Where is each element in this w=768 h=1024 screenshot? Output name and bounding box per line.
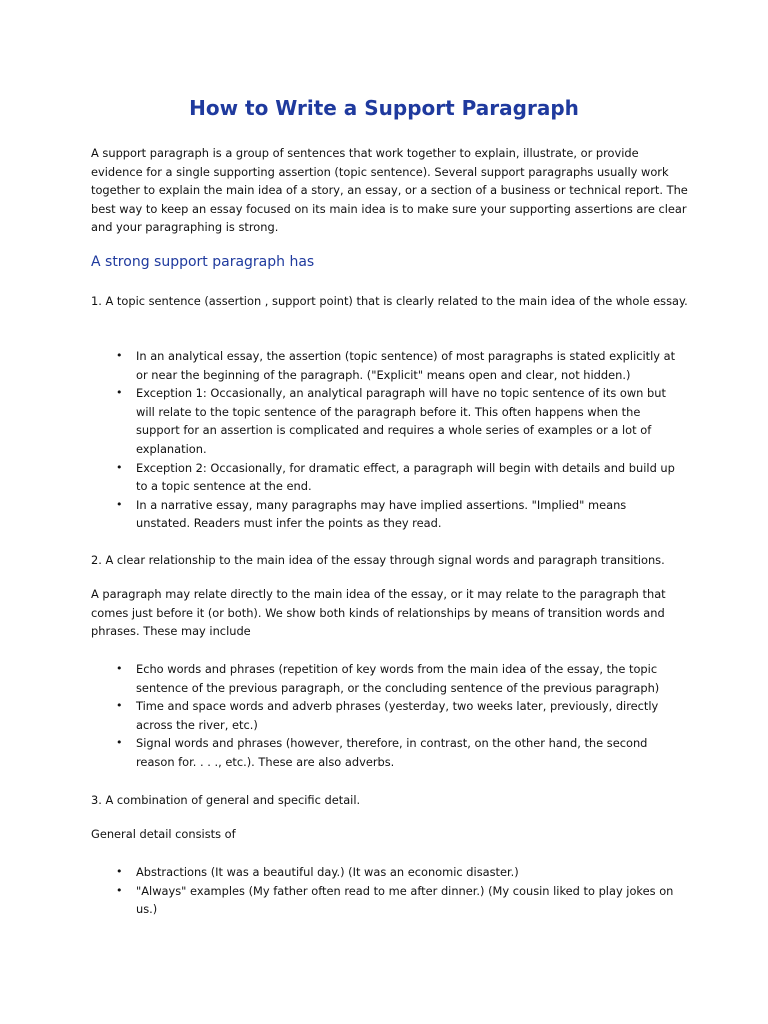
general-detail-list <box>0 863 768 919</box>
bullet-icon: • <box>116 386 123 400</box>
page-title: How to Write a Support Paragraph <box>189 96 579 120</box>
bullet-icon: • <box>116 662 123 675</box>
bullet-icon: • <box>116 865 123 878</box>
transition-list <box>0 660 768 772</box>
bullet-icon: • <box>116 349 123 362</box>
list-item <box>0 384 676 458</box>
list-item <box>0 459 676 496</box>
list-item-text: Exception 1: Occasionally, an analytical paragraph will have no topic sentence of its own but will relate to the topic sentence of the paragraph before it. This often happens when the support for an assertion is complicated and requires a whole series of examples or a lot of explanation. <box>136 386 666 456</box>
bullet-icon: • <box>116 699 123 713</box>
list-item-text: Echo words and phrases (repetition of key words from the main idea of the essay, the topic sentence of the previous paragraph, or the concluding sentence of the previous paragraph) <box>136 662 660 695</box>
general-detail-label: General detail consists of <box>91 827 236 841</box>
transition-paragraph: A paragraph may relate directly to the main idea of the essay, or it may relate to the paragraph that comes just before it (or both). We show both kinds of relationships by means of transition words and phrases. These may include <box>91 587 666 639</box>
point-2: 2. A clear relationship to the main idea of the essay through signal words and paragraph transitions. <box>91 553 665 567</box>
bullet-icon: • <box>116 460 123 474</box>
list-item <box>0 882 676 919</box>
bullet-icon: • <box>116 497 123 511</box>
list-item-text: Exception 2: Occasionally, for dramatic effect, a paragraph will begin with details and build up to a topic sentence at the end. <box>136 460 675 494</box>
list-item-text: Signal words and phrases (however, therefore, in contrast, on the other hand, the second reason for. . . ., etc.). These are also adverbs. <box>136 736 648 769</box>
list-item <box>0 863 676 882</box>
list-item-text: Time and space words and adverb phrases (yesterday, two weeks later, previously, directly across the river, etc.) <box>136 699 659 732</box>
list-item <box>0 496 676 533</box>
section-subheading: A strong support paragraph has <box>91 254 315 270</box>
point-1: 1. A topic sentence (assertion , support point) that is clearly related to the main idea of the whole essay. <box>91 294 688 308</box>
intro-paragraph: A support paragraph is a group of sentences that work together to explain, illustrate, or provide evidence for a single supporting assertion (topic sentence). Several support paragraphs usually work together to explain the main idea of a story, an essay, or a section of a business or technical report. The best way to keep an essay focused on its main idea is to make sure your supporting assertions are clear and your paragraphing is strong. <box>91 146 688 235</box>
topic-sentence-list <box>0 347 768 533</box>
bullet-icon: • <box>116 736 123 750</box>
list-item-text: In a narrative essay, many paragraphs may have implied assertions. "Implied" means unstated. Readers must infer the points as they read. <box>136 497 627 531</box>
list-item <box>0 734 676 771</box>
list-item-text: "Always" examples (My father often read to me after dinner.) (My cousin liked to play jokes on us.) <box>136 883 674 917</box>
list-item-text: Abstractions (It was a beautiful day.) (It was an economic disaster.) <box>136 865 519 879</box>
list-item-text: In an analytical essay, the assertion (topic sentence) of most paragraphs is stated explicitly at or near the beginning of the paragraph. ("Explicit" means open and clear, not hidden.) <box>136 349 676 382</box>
list-item <box>0 660 676 697</box>
list-item <box>0 697 676 734</box>
point-3: 3. A combination of general and specific detail. <box>91 793 361 807</box>
bullet-icon: • <box>116 883 123 897</box>
list-item <box>0 347 676 384</box>
